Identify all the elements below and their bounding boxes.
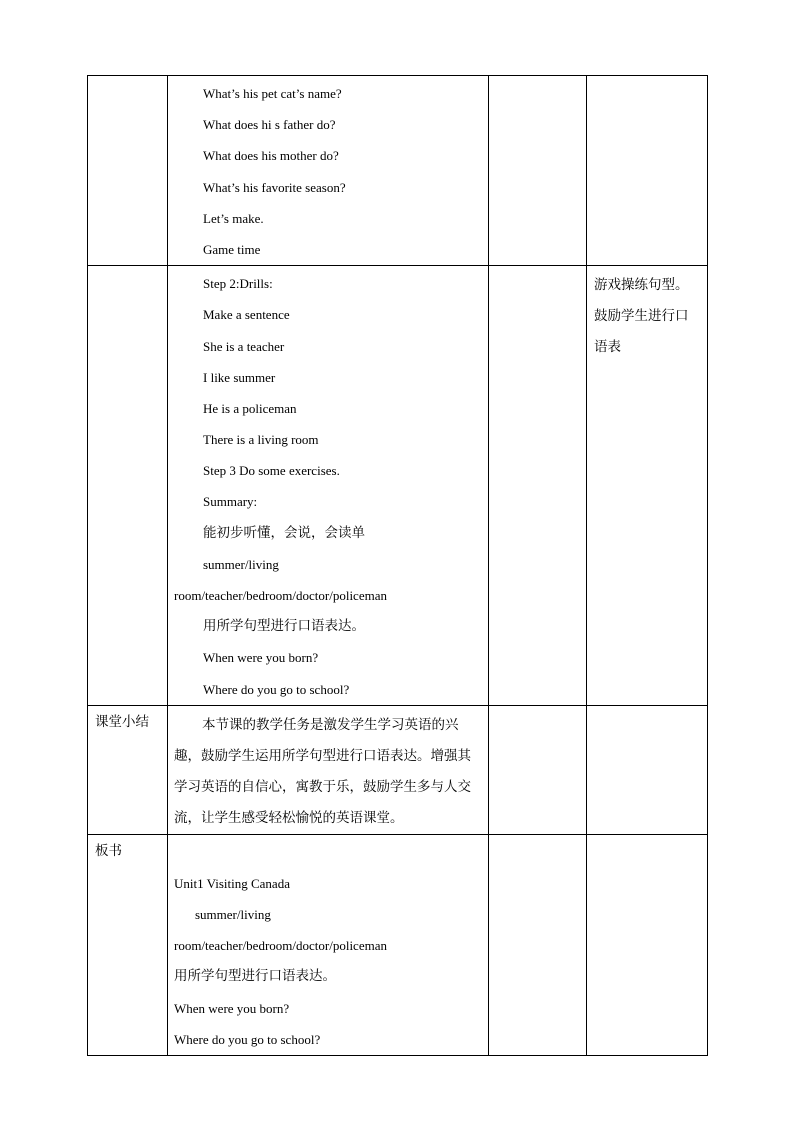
- content-line: Summary:: [203, 494, 258, 510]
- empty-cell: [587, 76, 708, 266]
- content-line: 能初步听懂，会说，会读单: [203, 524, 365, 541]
- table-row: [88, 705, 708, 834]
- table-row: [88, 834, 708, 1055]
- content-line: Step 2:Drills:: [203, 276, 273, 292]
- content-line: When were you born?: [203, 650, 319, 666]
- label-cell: [88, 266, 168, 706]
- content-line: There is a living room: [203, 432, 319, 448]
- content-line: Where do you go to school?: [203, 681, 350, 697]
- teaching-note: 游戏操练句型。鼓励学生进行口语表: [594, 277, 689, 356]
- empty-cell: [489, 76, 587, 266]
- content-line: When were you born?: [174, 1000, 290, 1016]
- content-line: What’s his pet cat’s name?: [203, 86, 342, 101]
- empty-cell: [489, 705, 587, 834]
- content-line: He is a policeman: [203, 400, 297, 416]
- content-line: What does his mother do?: [203, 148, 339, 164]
- summary-paragraph: 本节课的教学任务是激发学生学习英语的兴趣，鼓励学生运用所学句型进行口语表达。增强其学习英语的自信心，寓教于乐，鼓励学生多与人交流，让学生感受轻松愉悦的英语课堂。: [174, 716, 471, 826]
- content-line: Step 3 Do some exercises.: [203, 463, 340, 479]
- table-row: [88, 266, 708, 706]
- content-line: Make a sentence: [203, 307, 290, 323]
- content-cell: [168, 76, 489, 266]
- content-cell: [168, 705, 489, 834]
- note-cell: [587, 266, 708, 706]
- content-line: room/teacher/bedroom/doctor/policeman: [174, 938, 387, 954]
- content-cell: [168, 834, 489, 1055]
- content-cell: [168, 266, 489, 706]
- content-line: Game time: [203, 241, 261, 257]
- table-row: [88, 76, 708, 266]
- empty-cell: [489, 266, 587, 706]
- content-line: summer/living: [203, 556, 279, 572]
- content-line: I like summer: [203, 369, 276, 385]
- content-line: Unit1 Visiting Canada: [174, 875, 290, 891]
- content-line: 用所学句型进行口语表达。: [203, 618, 365, 635]
- content-line: What does hi s father do?: [203, 117, 336, 133]
- empty-cell: [587, 834, 708, 1055]
- content-line: 用所学句型进行口语表达。: [174, 968, 336, 985]
- content-line: Let’s make.: [203, 210, 264, 226]
- label-cell: [88, 76, 168, 266]
- content-line: Where do you go to school?: [174, 1031, 321, 1047]
- empty-cell: [587, 705, 708, 834]
- empty-cell: [489, 834, 587, 1055]
- row-label: 课堂小结: [88, 705, 168, 834]
- lesson-plan-table: [87, 75, 708, 1056]
- content-line: room/teacher/bedroom/doctor/policeman: [174, 588, 387, 603]
- content-line: What’s his favorite season?: [203, 179, 346, 195]
- content-line: She is a teacher: [203, 338, 285, 354]
- row-label: 板书: [88, 834, 168, 1055]
- content-line: summer/living: [195, 906, 271, 922]
